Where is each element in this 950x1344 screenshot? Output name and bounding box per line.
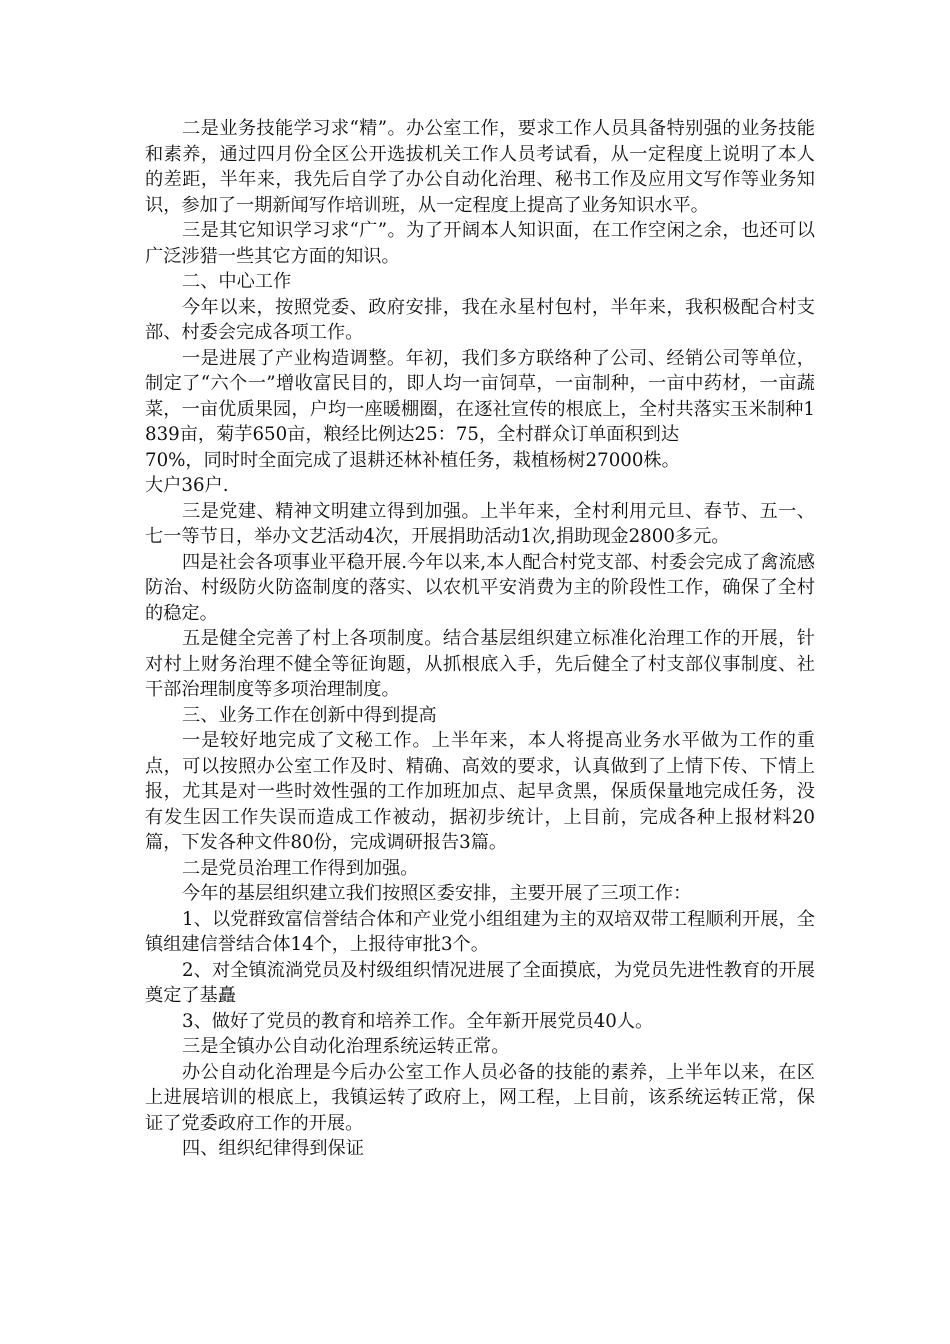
paragraph: 70%，同时时全面完成了退耕还林补植任务，栽植杨树27000株。	[145, 449, 680, 471]
list-item: 3、做好了党员的教育和培养工作。全年新开展党员40人。	[182, 1010, 654, 1032]
section-heading: 二、中心工作	[182, 271, 292, 292]
paragraph: 四是社会各项事业平稳开展.今年以来,本人配合村党支部、村委会完成了禽流感防治、村级防火防盗制度的落实、以农机平安消费为主的阶段性工作，确保了全村的稳定。	[145, 551, 815, 624]
paragraph: 五是健全完善了村上各项制度。结合基层组织建立标准化治理工作的开展，针对村上财务治理不健全等征询题，从抓根底入手，先后健全了村支部仪事制度、社干部治理制度等多项治理制度。	[145, 628, 815, 700]
paragraph: 一是进展了产业构造调整。年初，我们多方联络种了公司、经销公司等单位，制定了“六个一”增收富民目的，即人均一亩饲草，一亩制种，一亩中药材，一亩蔬菜，一亩优质果园，户均一座暖棚圈，在逐社宣传的根底上，全村共落实玉米制种1839亩，菊芋650亩，粮经比例达25：75，全村群众订单面积到达	[145, 347, 815, 445]
section-heading: 三、业务工作在创新中得到提高	[182, 704, 437, 726]
paragraph: 一是较好地完成了文秘工作。上半年来，本人将提高业务水平做为工作的重点，可以按照办公室工作及时、精确、高效的要求，认真做到了上情下传、下情上报，尤其是对一些时效性强的工作加班加点、起早贪黑，保质保量地完成任务，没有发生因工作失误而造成工作被动，据初步统计，上目前，完成各种上报材料20篇，下发各种文件80份，完成调研报告3篇。	[145, 730, 815, 853]
paragraph: 二是业务技能学习求“精”。办公室工作，要求工作人员具备特别强的业务技能和素养，通过四月份全区公开选拔机关工作人员考试看，从一定程度上说明了本人的差距，半年来，我先后自学了办公自动化治理、秘书工作及应用文写作等业务知识，参加了一期新闻写作培训班，从一定程度上提高了业务知识水平。	[145, 118, 815, 216]
paragraph: 大户36户.	[145, 475, 229, 496]
paragraph: 三是党建、精神文明建立得到加强。上半年来，全村利用元旦、春节、五一、七一等节日，举办文艺活动4次，开展捐助活动1次,捐助现金2800多元。	[145, 500, 815, 547]
paragraph: 今年的基层组织建立我们按照区委安排，主要开展了三项工作：	[182, 883, 692, 904]
paragraph: 二是党员治理工作得到加强。	[182, 857, 419, 879]
paragraph: 今年以来，按照党委、政府安排，我在永星村包村，半年来，我积极配合村支部、村委会完成各项工作。	[145, 296, 815, 343]
list-item: 1、以党群致富信誉结合体和产业党小组组建为主的双培双带工程顺利开展，全镇组建信誉结合体14个，上报待审批3个。	[145, 908, 815, 955]
section-heading: 四、组织纪律得到保证	[182, 1138, 364, 1159]
paragraph: 办公自动化治理是今后办公室工作人员必备的技能的素养，上半年以来，在区上进展培训的根底上，我镇运转了政府上，网工程，上目前，该系统运转正常，保证了党委政府工作的开展。	[145, 1061, 815, 1134]
document-page	[145, 116, 815, 1162]
paragraph: 三是其它知识学习求“广”。为了开阔本人知识面，在工作空闲之余，也还可以广泛涉猎一些其它方面的知识。	[145, 220, 815, 267]
paragraph: 三是全镇办公自动化治理系统运转正常。	[182, 1036, 510, 1057]
list-item: 2、对全镇流淌党员及村级组织情况进展了全面摸底，为党员先进性教育的开展奠定了基矗	[145, 959, 815, 1006]
